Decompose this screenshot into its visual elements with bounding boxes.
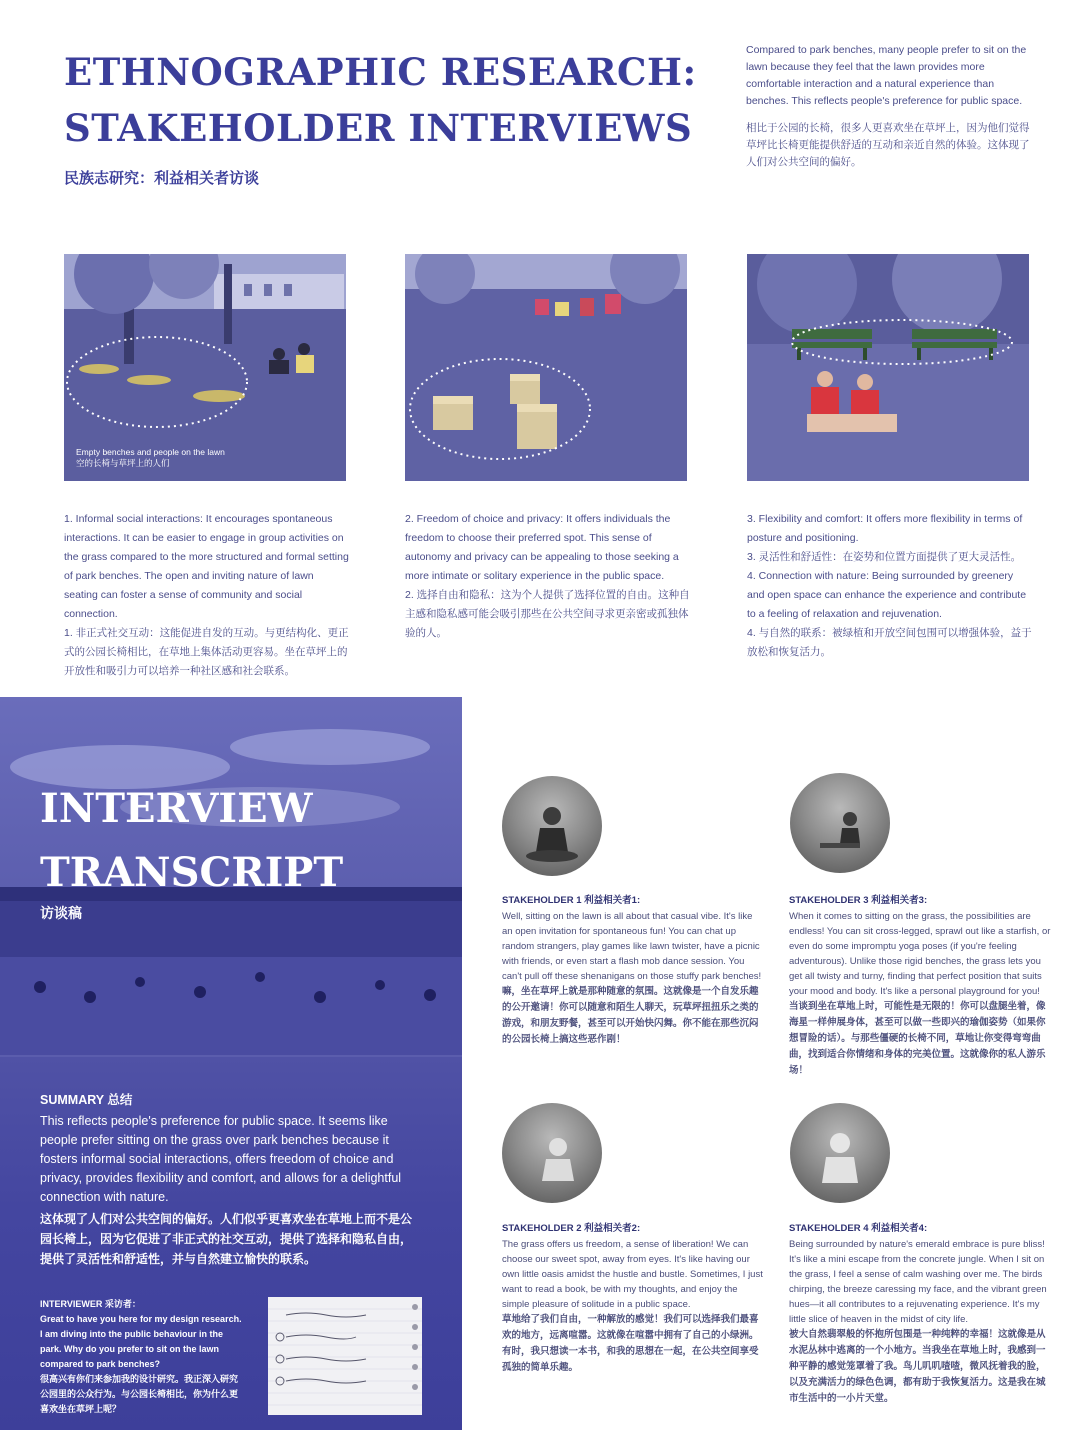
stakeholder-3-english: When it comes to sitting on the grass, the possibilities are endless! You can sit cross-legged, sprawl out like a starfish, or even do some impromptu yoga poses (if you're feeling adventurous). Unlike those rigid benches, the grass lets you get all twisty and turny, finding that perfect position that suits your mood and body. It's like a personal playground for you! xyxy=(789,911,1051,997)
intro-chinese: 相比于公园的长椅，很多人更喜欢坐在草坪上，因为他们觉得草坪比长椅更能提供舒适的互动和亲近自然的体验。这体现了人们对公共空间的偏好。 xyxy=(746,122,1030,168)
stakeholder-2-english: The grass offers us freedom, a sense of liberation! We can choose our sweet spot, away from eyes. It's like having our own little oasis amidst the hustle and bustle. Sometimes, I just want to read a book, be with my thoughts, and enjoy the simple pleasure of solitude in a public space. xyxy=(502,1239,763,1310)
interview-title xyxy=(40,777,343,905)
stakeholder-4-block xyxy=(789,1221,1051,1407)
summary-english: This reflects people's preference for public space. It seems like people prefer sitting on the grass over park benches because it fosters informal social interactions, offers freedom of choice and privacy, provides flexibility and comfort, and allows for a delightful connection with nature. xyxy=(40,1114,402,1204)
finding-1-chinese: 1. 非正式社交互动：这能促进自发的互动。与更结构化、更正式的公园长椅相比，在草地上集体活动更容易。坐在草坪上的开放性和吸引力可以培养一种社区感和社会联系。 xyxy=(64,627,349,677)
finding-4-chinese: 4. 与自然的联系：被绿植和开放空间包围可以增强体验，益于放松和恢复活力。 xyxy=(747,627,1032,658)
stakeholder-4-chinese: 被大自然翡翠般的怀抱所包围是一种纯粹的幸福！这就像是从水泥丛林中逃离的一个小地方。当我坐在草地上时，我感到一种平静的感觉笼罩着了我。鸟儿叽叽喳喳，微风抚着我的脸，以及充满活力的绿色色调，都有助于我恢复活力。这是我在城市生活中的一小片天堂。 xyxy=(789,1329,1046,1404)
finding-4-english: 4. Connection with nature: Being surrounded by greenery and open space can enhance the experience and contribute to a feeling of relaxation and rejuvenation. xyxy=(747,570,1027,620)
intro-english: Compared to park benches, many people prefer to sit on the lawn because they feel that the lawn provides more comfortable interaction and a natural experience than benches. This reflects people's preference for public space. xyxy=(746,44,1027,107)
stakeholder-3-chinese: 当谈到坐在草地上时，可能性是无限的！你可以盘腿坐着，像海星一样伸展身体，甚至可以做一些即兴的瑜伽姿势（如果你想冒险的话）。与那些僵硬的长椅不同，草地让你变得弯弯曲曲，找到适合你情绪和身体的完美位置。这就像你的私人游乐场！ xyxy=(789,1001,1046,1076)
summary-heading: SUMMARY 总结 xyxy=(40,1093,133,1107)
stakeholder-2-avatar xyxy=(502,1103,602,1203)
photo-benches-couple xyxy=(747,254,1029,481)
title-line-2: STAKEHOLDER INTERVIEWS xyxy=(64,106,693,150)
stakeholder-4-heading: STAKEHOLDER 4 利益相关者4: xyxy=(789,1223,928,1234)
photo-wooden-blocks xyxy=(405,254,687,481)
page-title-chinese: 民族志研究：利益相关者访谈 xyxy=(64,170,260,187)
interview-title-line-2: TRANSCRIPT xyxy=(40,849,344,896)
interviewer-chinese: 很高兴有你们来参加我的设计研究。我正深入研究公园里的公众行为。与公园长椅相比，你为什么更喜欢坐在草坪上呢？ xyxy=(40,1374,239,1414)
interview-panel xyxy=(0,697,462,1430)
finding-2-chinese: 2. 选择自由和隐私：这为个人提供了选择位置的自由。这种自主感和隐私感可能会吸引那些在公共空间寻求更亲密或孤独体验的人。 xyxy=(405,589,690,639)
interview-title-chinese: 访谈稿 xyxy=(40,905,82,921)
finding-freedom-privacy xyxy=(405,510,690,643)
stakeholder-3-heading: STAKEHOLDER 3 利益相关者3: xyxy=(789,895,928,906)
stakeholder-1-english: Well, sitting on the lawn is all about that casual vibe. It's like an open invitation for spontaneous fun! You can chat up random strangers, play games like lawn twister, have a picnic with friends, or even start a flash mob dance session. You can't pull off these shenanigans on those stuffy park benches! xyxy=(502,911,762,982)
summary-chinese: 这体现了人们对公共空间的偏好。人们似乎更喜欢坐在草地上而不是公园长椅上，因为它促进了非正式的社交互动，提供了选择和隐私自由，提供了灵活性和舒适性，并与自然建立愉快的联系。 xyxy=(40,1212,413,1266)
finding-3-chinese: 3. 灵活性和舒适性：在姿势和位置方面提供了更大灵活性。 xyxy=(747,551,1022,563)
stakeholder-1-avatar xyxy=(502,776,602,876)
finding-1-english: 1. Informal social interactions: It encourages spontaneous interactions. It can be easier to engage in group activities on the grass compared to the more structured and formal setting of park benches. The open and inviting nature of lawn seating can foster a sense of community and social connection. xyxy=(64,513,349,620)
photo-caption-chinese: 空的长椅与草坪上的人们 xyxy=(76,458,170,468)
stakeholder-3-block xyxy=(789,893,1051,1079)
intro-text xyxy=(746,42,1036,181)
interviewer-section xyxy=(40,1297,245,1417)
stakeholder-4-english: Being surrounded by nature's emerald embrace is pure bliss! It's like a mini escape from the concrete jungle. When I sit on the grass, I feel a sense of calm washing over me. The birds chirping, the breeze caressing my face, and the vibrant green hues—it all contributes to a rejuvenating experience. It's my little slice of heaven in the midst of city life. xyxy=(789,1239,1047,1325)
interviewer-heading: INTERVIEWER 采访者： xyxy=(40,1299,141,1309)
interview-title-line-1: INTERVIEW xyxy=(40,785,313,832)
photo-caption xyxy=(76,447,225,469)
photo-caption-english: Empty benches and people on the lawn xyxy=(76,447,225,457)
title-line-1: ETHNOGRAPHIC RESEARCH: xyxy=(64,50,697,94)
stakeholder-4-avatar xyxy=(790,1103,890,1203)
stakeholder-3-avatar xyxy=(790,773,890,873)
interviewer-english: Great to have you here for my design research. I am diving into the public behaviour in the park. Why do you prefer to sit on the lawn compared to park benches? xyxy=(40,1314,242,1369)
summary-section xyxy=(40,1090,422,1269)
page-title xyxy=(64,44,704,156)
stakeholder-1-heading: STAKEHOLDER 1 利益相关者1: xyxy=(502,895,641,906)
stakeholder-2-chinese: 草地给了我们自由，一种解放的感觉！我们可以选择我们最喜欢的地方，远离喧嚣。这就像在喧嚣中拥有了自己的小绿洲。有时，我只想读一本书，和我的思想在一起，在公共空间享受孤独的简单乐趣。 xyxy=(502,1314,759,1373)
finding-3-english: 3. Flexibility and comfort: It offers more flexibility in terms of posture and positioning. xyxy=(747,513,1023,544)
finding-informal-social xyxy=(64,510,349,681)
stakeholder-1-block xyxy=(502,893,764,1048)
stakeholder-2-block xyxy=(502,1221,764,1376)
photo-empty-stumps xyxy=(64,254,346,481)
stakeholder-1-chinese: 嘛，坐在草坪上就是那种随意的氛围。这就像是一个自发乐趣的公开邀请！你可以随意和陌生人聊天，玩草坪扭扭乐之类的游戏，和朋友野餐，甚至可以开始快闪舞。你不能在那些沉闷的公园长椅上搞这些恶作剧！ xyxy=(502,986,759,1045)
finding-2-english: 2. Freedom of choice and privacy: It offers individuals the freedom to choose their preferred spot. This sense of autonomy and privacy can be appealing to those seeking a more intimate or solitary experience in the public space. xyxy=(405,513,679,582)
finding-flexibility-nature xyxy=(747,510,1032,662)
stakeholder-2-heading: STAKEHOLDER 2 利益相关者2: xyxy=(502,1223,641,1234)
notebook-photo xyxy=(268,1297,422,1415)
